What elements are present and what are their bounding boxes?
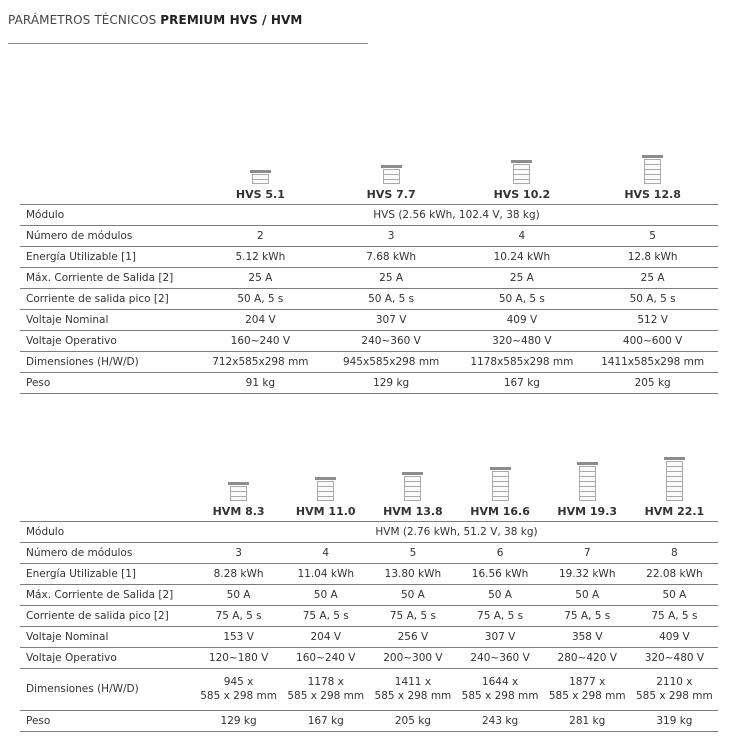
row-label: Energía Utilizable [1] <box>20 563 195 584</box>
value-cell: 243 kg <box>456 710 543 731</box>
value-cell: 400~600 V <box>587 330 718 351</box>
battery-stack-icon <box>383 165 400 184</box>
value-cell <box>369 668 456 710</box>
row-label: Máx. Corriente de Salida [2] <box>20 267 195 288</box>
model-header-cell <box>456 425 543 521</box>
model-name: HVM 19.3 <box>557 504 618 518</box>
value-line: 1644 x <box>481 676 519 688</box>
row-label: Módulo <box>20 204 195 225</box>
row-label: Corriente de salida pico [2] <box>20 605 195 626</box>
value-cell: 50 A <box>456 584 543 605</box>
battery-module <box>252 179 269 184</box>
model-name: HVS 12.8 <box>624 187 681 201</box>
value-cell: 19.32 kWh <box>544 563 631 584</box>
value-cell: 320~480 V <box>457 330 588 351</box>
value-cell <box>195 668 282 710</box>
value-cell: 50 A, 5 s <box>326 288 457 309</box>
value-cell: 7.68 kWh <box>326 246 457 267</box>
row-label: Voltaje Nominal <box>20 626 195 647</box>
row-label: Voltaje Operativo <box>20 330 195 351</box>
row-label: Peso <box>20 372 195 393</box>
battery-cap <box>381 165 402 168</box>
value-cell: 281 kg <box>544 710 631 731</box>
model-header-cell <box>195 125 326 204</box>
battery-module <box>230 496 247 501</box>
hvs-spec-table <box>20 125 718 394</box>
row-label: Corriente de salida pico [2] <box>20 288 195 309</box>
value-cell: 5 <box>587 225 718 246</box>
header-spacer-cell <box>20 125 195 204</box>
battery-stack-icon <box>492 467 509 501</box>
spec-row <box>20 542 718 563</box>
battery-cap <box>511 160 532 163</box>
value-cell: 204 V <box>195 309 326 330</box>
value-cell: 307 V <box>326 309 457 330</box>
battery-cap <box>642 155 663 158</box>
value-cell: 75 A, 5 s <box>282 605 369 626</box>
value-cell: 25 A <box>457 267 588 288</box>
battery-cap <box>402 472 423 475</box>
spec-row <box>20 647 718 668</box>
value-cell: 280~420 V <box>544 647 631 668</box>
row-label: Dimensiones (H/W/D) <box>20 668 195 710</box>
value-cell: 7 <box>544 542 631 563</box>
value-cell: 167 kg <box>282 710 369 731</box>
value-cell: 320~480 V <box>631 647 718 668</box>
value-cell: 91 kg <box>195 372 326 393</box>
module-row <box>20 204 718 225</box>
model-name: HVM 8.3 <box>212 504 265 518</box>
module-spec-value: HVM (2.76 kWh, 51.2 V, 38 kg) <box>195 521 718 542</box>
spec-row <box>20 267 718 288</box>
value-cell: 12.8 kWh <box>587 246 718 267</box>
model-header-row <box>20 125 718 204</box>
battery-stack-icon <box>666 457 683 501</box>
value-cell: 50 A, 5 s <box>457 288 588 309</box>
value-cell: 50 A <box>282 584 369 605</box>
value-cell: 945x585x298 mm <box>326 351 457 372</box>
model-header-cell <box>631 425 718 521</box>
battery-stack-icon <box>252 170 269 184</box>
value-cell: 11.04 kWh <box>282 563 369 584</box>
model-header-cell <box>195 425 282 521</box>
battery-module <box>404 496 421 501</box>
value-cell: 167 kg <box>457 372 588 393</box>
spec-row <box>20 351 718 372</box>
value-cell: 50 A, 5 s <box>587 288 718 309</box>
page-header <box>8 13 368 44</box>
header-spacer-cell <box>20 425 195 521</box>
battery-cap <box>250 170 271 173</box>
value-cell: 160~240 V <box>282 647 369 668</box>
value-cell: 8 <box>631 542 718 563</box>
battery-stack-icon <box>579 462 596 501</box>
value-cell: 8.28 kWh <box>195 563 282 584</box>
battery-module <box>579 496 596 501</box>
value-cell: 75 A, 5 s <box>631 605 718 626</box>
row-label: Máx. Corriente de Salida [2] <box>20 584 195 605</box>
row-label: Módulo <box>20 521 195 542</box>
spec-row <box>20 605 718 626</box>
value-cell: 200~300 V <box>369 647 456 668</box>
value-cell: 13.80 kWh <box>369 563 456 584</box>
value-cell: 512 V <box>587 309 718 330</box>
model-name: HVM 22.1 <box>644 504 705 518</box>
model-name: HVM 16.6 <box>470 504 530 518</box>
value-cell: 5 <box>369 542 456 563</box>
spec-row <box>20 372 718 393</box>
page-title-normal: PARÁMETROS TÉCNICOS <box>8 13 161 27</box>
value-cell: 22.08 kWh <box>631 563 718 584</box>
value-line: 585 x 298 mm <box>548 690 626 702</box>
value-cell: 712x585x298 mm <box>195 351 326 372</box>
value-line: 945 x <box>223 676 254 688</box>
page-title <box>8 13 368 27</box>
value-line: 585 x 298 mm <box>287 690 365 702</box>
module-row <box>20 521 718 542</box>
value-line: 1178 x <box>307 676 344 688</box>
value-line: 585 x 298 mm <box>636 690 713 702</box>
value-cell: 120~180 V <box>195 647 282 668</box>
battery-module <box>317 496 334 501</box>
spec-row <box>20 309 718 330</box>
spec-row <box>20 710 718 731</box>
value-cell: 4 <box>282 542 369 563</box>
model-header-cell <box>587 125 718 204</box>
value-cell <box>544 668 631 710</box>
value-cell: 129 kg <box>326 372 457 393</box>
value-cell: 2 <box>195 225 326 246</box>
value-cell: 16.56 kWh <box>456 563 543 584</box>
value-cell: 25 A <box>195 267 326 288</box>
value-line: 1411 x <box>394 676 432 688</box>
value-line: 2110 x <box>656 676 693 688</box>
row-label: Voltaje Operativo <box>20 647 195 668</box>
value-cell: 240~360 V <box>456 647 543 668</box>
battery-module <box>492 496 509 501</box>
value-cell: 1411x585x298 mm <box>587 351 718 372</box>
value-cell: 3 <box>326 225 457 246</box>
model-name: HVS 5.1 <box>235 187 285 201</box>
page-title-bold: PREMIUM HVS / HVM <box>160 13 303 27</box>
row-label: Energía Utilizable [1] <box>20 246 195 267</box>
value-cell: 129 kg <box>195 710 282 731</box>
battery-module <box>644 179 661 184</box>
value-cell: 50 A <box>631 584 718 605</box>
model-name: HVS 10.2 <box>493 187 551 201</box>
battery-module <box>513 179 530 184</box>
value-cell <box>456 668 543 710</box>
value-line: 585 x 298 mm <box>200 690 277 702</box>
module-spec-value: HVS (2.56 kWh, 102.4 V, 38 kg) <box>195 204 718 225</box>
spec-row <box>20 626 718 647</box>
value-cell: 319 kg <box>631 710 718 731</box>
model-header-cell <box>369 425 456 521</box>
battery-stack-icon <box>317 477 334 501</box>
spec-row <box>20 288 718 309</box>
value-cell: 75 A, 5 s <box>456 605 543 626</box>
model-header-cell <box>544 425 631 521</box>
value-cell: 50 A <box>369 584 456 605</box>
model-name: HVM 13.8 <box>383 504 443 518</box>
value-cell <box>282 668 369 710</box>
value-cell: 205 kg <box>369 710 456 731</box>
value-cell: 50 A <box>544 584 631 605</box>
value-cell: 6 <box>456 542 543 563</box>
hvm-spec-table <box>20 425 718 732</box>
battery-cap <box>315 477 336 480</box>
row-label: Número de módulos <box>20 542 195 563</box>
spec-row <box>20 225 718 246</box>
value-line: 585 x 298 mm <box>374 690 452 702</box>
battery-cap <box>664 457 685 460</box>
battery-module <box>383 179 400 184</box>
value-line: 585 x 298 mm <box>461 690 539 702</box>
value-cell: 25 A <box>326 267 457 288</box>
row-label: Peso <box>20 710 195 731</box>
battery-stack-icon <box>644 155 661 184</box>
spec-row <box>20 330 718 351</box>
model-header-cell <box>457 125 588 204</box>
value-cell: 25 A <box>587 267 718 288</box>
model-header-cell <box>326 125 457 204</box>
value-cell: 205 kg <box>587 372 718 393</box>
value-line: 1877 x <box>569 676 606 688</box>
value-cell: 4 <box>457 225 588 246</box>
value-cell: 3 <box>195 542 282 563</box>
value-cell <box>631 668 718 710</box>
model-name: HVS 7.7 <box>366 187 416 201</box>
battery-stack-icon <box>513 160 530 184</box>
battery-stack-icon <box>230 482 247 501</box>
value-cell: 240~360 V <box>326 330 457 351</box>
value-cell: 204 V <box>282 626 369 647</box>
value-cell: 153 V <box>195 626 282 647</box>
value-cell: 1178x585x298 mm <box>457 351 588 372</box>
spec-row <box>20 246 718 267</box>
row-label: Número de módulos <box>20 225 195 246</box>
spec-row <box>20 668 718 710</box>
spec-row <box>20 563 718 584</box>
value-cell: 307 V <box>456 626 543 647</box>
value-cell: 5.12 kWh <box>195 246 326 267</box>
value-cell: 75 A, 5 s <box>369 605 456 626</box>
value-cell: 409 V <box>631 626 718 647</box>
row-label: Voltaje Nominal <box>20 309 195 330</box>
battery-cap <box>577 462 598 465</box>
battery-cap <box>490 467 511 470</box>
value-cell: 358 V <box>544 626 631 647</box>
value-cell: 409 V <box>457 309 588 330</box>
value-cell: 75 A, 5 s <box>195 605 282 626</box>
value-cell: 10.24 kWh <box>457 246 588 267</box>
value-cell: 50 A, 5 s <box>195 288 326 309</box>
value-cell: 50 A <box>195 584 282 605</box>
value-cell: 75 A, 5 s <box>544 605 631 626</box>
battery-module <box>666 496 683 501</box>
model-header-cell <box>282 425 369 521</box>
model-name: HVM 11.0 <box>295 504 356 518</box>
battery-stack-icon <box>404 472 421 501</box>
model-header-row <box>20 425 718 521</box>
spec-row <box>20 584 718 605</box>
row-label: Dimensiones (H/W/D) <box>20 351 195 372</box>
value-cell: 256 V <box>369 626 456 647</box>
value-cell: 160~240 V <box>195 330 326 351</box>
battery-cap <box>228 482 249 485</box>
